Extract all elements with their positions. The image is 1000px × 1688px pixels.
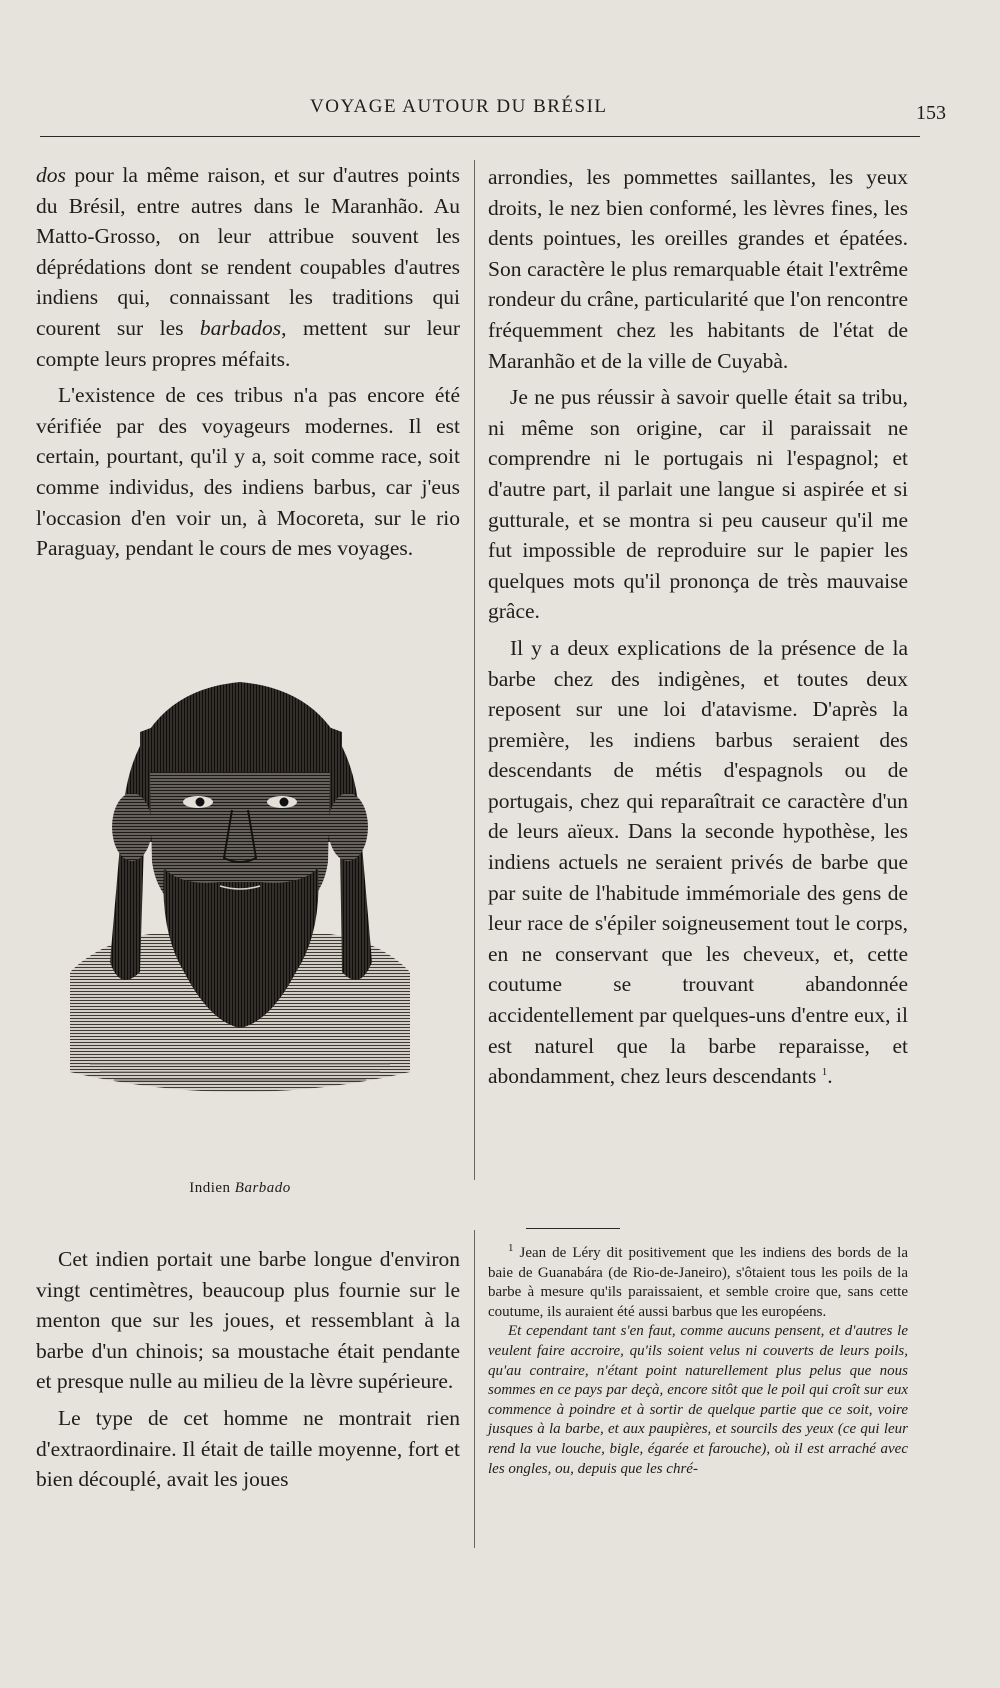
paragraph: arrondies, les pommettes saillantes, les yeux droits, le nez bien conformé, les lèvres fines, les dents pointues, les oreilles grandes et épatées. Son caractère le plus remarquable était l'extrême rondeur du crâne, particularité que l'on rencontre fréquemment chez les habitants de l'état de Maranhão et de la ville de Cuyabà.: [488, 165, 908, 373]
paragraph: [36, 160, 460, 374]
footnote-paragraph: [488, 1244, 908, 1322]
caption-text: Indien: [189, 1180, 235, 1196]
paragraph: Je ne pus réussir à savoir quelle était sa tribu, ni même son origine, car il paraissait ne comprendre ni le portugais ni l'espagnol; et d'autre part, il parlait une langue si aspirée et si gutturale, et se montra si peu causeur qu'il me fut impossible de reproduire sur le papier les quelques mots qu'il prononça de très mauvaise grâce.: [488, 385, 908, 624]
right-column-text: [488, 162, 908, 1092]
column-divider-upper: [474, 160, 475, 1180]
left-column-bottom-text: [36, 1244, 460, 1495]
footnote-marker: 1: [508, 1242, 514, 1254]
text-run: , mettent sur leur compte leurs propres méfaits.: [36, 315, 460, 371]
footnote-text: Jean de Léry dit positivement que les indiens des bords de la baie de Guanabára (de Rio-de-Janeiro), s'ôtaient tous les poils de la barbe à mesure qu'ils paraissaient, et semble croire que, sans cette coutume, ils auraient été aussi barbus que les européens.: [488, 1245, 908, 1320]
engraving-bearded-indian: [60, 672, 420, 1152]
portrait-engraving-image: [60, 672, 420, 1152]
paragraph: Cet indien portait une barbe longue d'environ vingt centimètres, beaucoup plus fournie sur le menton que sur les joues, et ressemblant à la barbe d'un chinois; sa moustache était pendante et presque nulle au milieu de la lèvre supérieure.: [36, 1247, 460, 1394]
italic-term: barbados: [199, 315, 282, 340]
footnote: [488, 1244, 908, 1479]
caption-italic: Barbado: [234, 1180, 291, 1196]
footnote-rule: [526, 1228, 620, 1229]
italic-term: dos: [36, 163, 66, 187]
running-title: VOYAGE AUTOUR DU BRÉSIL: [310, 96, 608, 117]
text-run: pour la même raison, et sur d'autres points du Brésil, entre autres dans le Maranhão. Au Matto-Grosso, on leur attribue souvent les déprédations dont se rendent coupables d'autres indiens qui, connaissant les traditions qui courent sur les: [36, 163, 460, 340]
page-number: 153: [916, 102, 946, 124]
footnote-quote: Et cependant tant s'en faut, comme aucuns pensent, et d'autres le veulent faire accroire, qu'ils soient velus ni couverts de leurs poils, qu'au contraire, n'étant point naturellement plus pelus que nous sommes en ce pays par deçà, encore sitôt que le poil qui croît sur eux commence à poindre et à sortir de quelque partie que ce soit, voire jusques à la barbe, et aux paupières, et sourcils des yeux (ce qui leur rend la vue louche, bigle, égarée et farouche), où il est arraché avec les ongles, ou, depuis que les chré-: [488, 1323, 908, 1477]
header-rule: [40, 136, 920, 137]
page-header: [40, 96, 946, 136]
paragraph: L'existence de ces tribus n'a pas encore été vérifiée par des voyageurs modernes. Il est certain, pourtant, qu'il y a, soit comme race, soit comme individus, des indiens barbus, car j'eus l'occasion d'en voir un, à Mocoreta, sur le rio Paraguay, pendant le cours de mes voyages.: [36, 383, 460, 561]
column-divider-lower: [474, 1230, 475, 1548]
figure-caption: [60, 1180, 420, 1197]
text-run: Il y a deux explications de la présence de la barbe chez des indigènes, et toutes deux reposent sur une loi d'atavisme. D'après la première, les indiens barbus seraient des descendants de métis d'espagnols ou de portugais, chez qui reparaîtrait ce caractère d'un de leurs aïeux. Dans la seconde hypothèse, les indiens actuels ne seraient privés de barbe que par suite de l'habitude immémoriale des gens de leur race de s'épiler soigneusement tout le corps, en ne conservant que les cheveux, et, cette coutume se trouvant abandonnée accidentellement par quelques-uns d'entre eux, il est naturel que la barbe reparaisse, et abondamment, chez leurs descendants: [488, 635, 908, 1089]
footnote-reference: 1: [821, 1066, 828, 1079]
left-column-top-text: [36, 160, 460, 564]
paragraph: [488, 633, 908, 1092]
text-run: .: [827, 1064, 833, 1089]
paragraph: Le type de cet homme ne montrait rien d'extraordinaire. Il était de taille moyenne, fort et bien découplé, avait les joues: [36, 1405, 460, 1492]
